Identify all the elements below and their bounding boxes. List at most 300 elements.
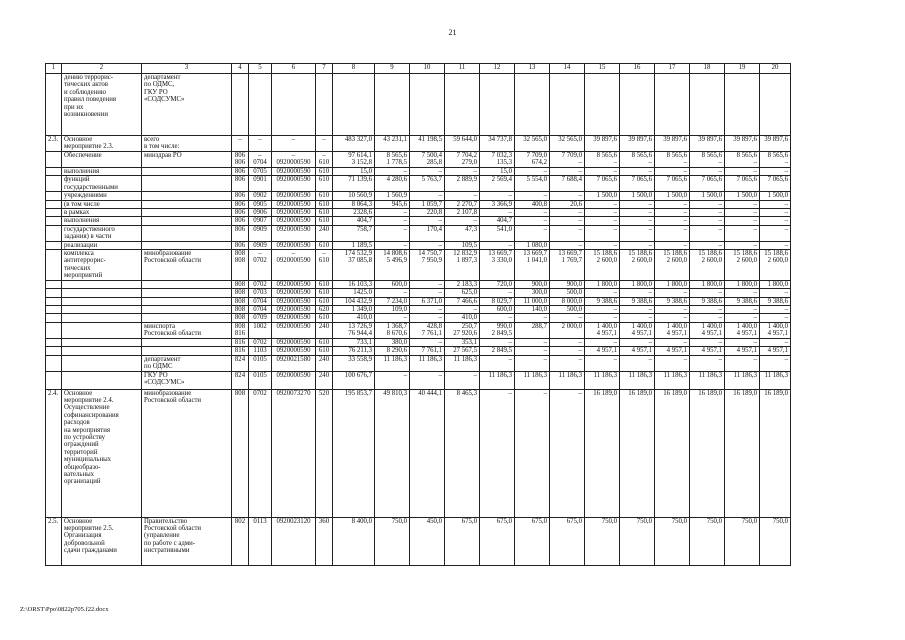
table-cell: 71 139,6 — [333, 176, 375, 192]
table-cell: Основное мероприятие 2.3. — [62, 136, 142, 152]
table-cell: 806 — [232, 209, 249, 217]
table-cell: – — [410, 338, 445, 346]
table-cell: 1425.0 — [333, 289, 375, 297]
table-cell — [46, 305, 62, 313]
table-cell: 49 810,3 — [375, 389, 410, 517]
table-cell — [375, 74, 410, 136]
table-cell: 806 806 — [232, 152, 249, 168]
table-cell: 11 186,3 — [515, 371, 550, 389]
table-cell: 0920000590 — [272, 209, 316, 217]
table-cell: 1 349,0 — [333, 305, 375, 313]
table-cell: 4 957,1 — [585, 347, 620, 355]
table-cell: – — [760, 305, 791, 313]
table-cell: – — [375, 314, 410, 322]
table-cell: – — [585, 209, 620, 217]
table-cell: 39 897,6 — [690, 136, 725, 152]
table-cell: – — [480, 389, 515, 517]
table-cell: – — [655, 338, 690, 346]
table-cell: 47,3 — [445, 225, 480, 241]
table-cell — [62, 371, 142, 389]
table-cell: 0709 — [249, 314, 272, 322]
table-cell: 750,0 — [585, 517, 620, 565]
table-cell: – — [655, 200, 690, 208]
table-cell: минздрав РО — [142, 152, 232, 168]
table-cell: – — [620, 168, 655, 176]
table-cell — [46, 209, 62, 217]
table-row — [46, 289, 791, 297]
table-cell: 1 800,0 — [620, 280, 655, 288]
table-row — [46, 517, 791, 565]
table-header-row — [46, 64, 791, 74]
table-cell: – — [760, 338, 791, 346]
table-cell — [655, 74, 690, 136]
table-cell: 1 500,0 — [760, 192, 791, 200]
table-cell: 288,7 — [515, 322, 550, 338]
table-cell: 1 500,0 — [725, 192, 760, 200]
table-cell: – — [550, 241, 585, 249]
table-cell: 808 — [232, 389, 249, 517]
table-cell: 610 — [316, 280, 333, 288]
table-cell: 7 704,2 279,0 — [445, 152, 480, 168]
table-cell: – — [725, 289, 760, 297]
table-cell: 610 — [316, 168, 333, 176]
column-header: 11 — [445, 64, 480, 74]
table-row — [46, 297, 791, 305]
table-cell: 15 188,6 2 600,0 — [725, 250, 760, 281]
table-cell: 4 957,1 — [760, 347, 791, 355]
table-cell — [620, 74, 655, 136]
table-cell: – — [725, 209, 760, 217]
table-cell: – — [690, 241, 725, 249]
table-cell — [46, 297, 62, 305]
table-cell: 9 388,6 — [585, 297, 620, 305]
table-cell: 3 366,9 — [480, 200, 515, 208]
table-cell: 15 188,6 2 600,0 — [655, 250, 690, 281]
table-cell: – — [550, 355, 585, 371]
table-cell: 8 565,6 – — [585, 152, 620, 168]
table-cell: – — [760, 225, 791, 241]
table-cell: 7 065,6 — [655, 176, 690, 192]
table-cell: 1 400,0 4 957,1 — [760, 322, 791, 338]
table-cell: в рамках — [62, 209, 142, 217]
table-cell: 610 — [316, 176, 333, 192]
table-cell — [142, 305, 232, 313]
table-cell: 2 000,0 — [550, 322, 585, 338]
table-cell: 808 — [232, 280, 249, 288]
table-cell: – — [620, 200, 655, 208]
table-cell: 806 — [232, 225, 249, 241]
table-cell — [62, 347, 142, 355]
table-cell: – — [760, 200, 791, 208]
table-cell: 14 808,6 5 496,9 — [375, 250, 410, 281]
table-row — [46, 74, 791, 136]
table-cell: 0105 — [249, 371, 272, 389]
table-cell: 140,0 — [515, 305, 550, 313]
table-cell: 7 065,6 — [690, 176, 725, 192]
table-cell — [142, 347, 232, 355]
table-cell: Основное мероприятие 2.5. Организация добровольной сдачи гражданами — [62, 517, 142, 565]
table-cell: 11 186,3 — [445, 355, 480, 371]
table-cell: 0703 — [249, 289, 272, 297]
table-cell: – — [480, 355, 515, 371]
table-cell: 14 750,7 7 950,9 — [410, 250, 445, 281]
table-cell: – — [515, 338, 550, 346]
table-cell: – — [585, 355, 620, 371]
table-cell: 11 186,3 — [620, 371, 655, 389]
table-cell: – — [375, 371, 410, 389]
table-cell: 39 897,6 — [620, 136, 655, 152]
table-cell: – — [620, 241, 655, 249]
table-cell: 240 — [316, 322, 333, 338]
table-cell — [46, 200, 62, 208]
table-cell: – — [515, 389, 550, 517]
table-cell: – — [316, 136, 333, 152]
table-cell: – — [375, 225, 410, 241]
table-cell: 43 231,1 — [375, 136, 410, 152]
table-cell — [333, 74, 375, 136]
table-row — [46, 371, 791, 389]
table-cell: – 0702 — [249, 250, 272, 281]
table-cell: 4 280,6 — [375, 176, 410, 192]
table-cell: – — [515, 347, 550, 355]
table-cell: 11 186,3 — [760, 371, 791, 389]
table-cell: 300,0 — [515, 289, 550, 297]
table-cell: 802 — [232, 517, 249, 565]
table-cell: – — [480, 209, 515, 217]
table-cell — [142, 225, 232, 241]
table-cell — [46, 371, 62, 389]
table-cell: 174 532,9 37 085,8 — [333, 250, 375, 281]
table-cell: 40 444,1 — [410, 389, 445, 517]
table-cell: 610 — [316, 209, 333, 217]
table-cell: 0920000590 — [272, 241, 316, 249]
table-cell: 0920000590 — [272, 371, 316, 389]
page-number: 21 — [448, 28, 457, 37]
table-cell: – — [410, 314, 445, 322]
table-cell: – — [690, 200, 725, 208]
table-cell: 20,6 — [550, 200, 585, 208]
table-cell: 620 — [316, 305, 333, 313]
table-cell — [62, 322, 142, 338]
table-cell: – — [620, 305, 655, 313]
table-cell: – 610 — [316, 250, 333, 281]
table-cell — [142, 217, 232, 225]
table-cell: 1 400,0 4 957,1 — [620, 322, 655, 338]
table-cell: 9 388,6 — [620, 297, 655, 305]
table-cell — [249, 74, 272, 136]
table-cell: 806 — [232, 192, 249, 200]
table-cell: 15 188,6 2 600,0 — [620, 250, 655, 281]
table-cell: – — [585, 225, 620, 241]
table-row — [46, 192, 791, 200]
table-cell: 11 186,3 — [480, 371, 515, 389]
table-cell: 0920000590 — [272, 225, 316, 241]
table-cell: – — [655, 305, 690, 313]
table-cell: – — [690, 338, 725, 346]
table-cell — [46, 168, 62, 176]
table-cell: 0920073270 — [272, 389, 316, 517]
table-cell: 16 189,0 — [620, 389, 655, 517]
table-cell: 34 737,8 — [480, 136, 515, 152]
table-cell: – — [585, 241, 620, 249]
table-cell — [410, 74, 445, 136]
table-cell — [46, 347, 62, 355]
table-cell: 733,1 — [333, 338, 375, 346]
table-cell: 16 189,0 — [655, 389, 690, 517]
table-cell — [62, 297, 142, 305]
table-cell — [62, 355, 142, 371]
table-cell: 360 — [316, 517, 333, 565]
table-cell — [46, 74, 62, 136]
table-cell: 600,0 — [480, 305, 515, 313]
table-cell: 195 853,7 — [333, 389, 375, 517]
table-cell: – — [410, 192, 445, 200]
table-cell: – 610 — [316, 152, 333, 168]
table-cell: государственного задания) в части — [62, 225, 142, 241]
table-cell — [142, 314, 232, 322]
table-cell: – — [375, 168, 410, 176]
table-cell: – — [760, 217, 791, 225]
table-cell: – — [725, 314, 760, 322]
table-cell: 39 897,6 — [655, 136, 690, 152]
table-cell: 750,0 — [620, 517, 655, 565]
table-cell: 900,0 — [515, 280, 550, 288]
table-cell: – — [550, 192, 585, 200]
table-cell: 8 565,6 – — [655, 152, 690, 168]
table-cell: 16 189,0 — [760, 389, 791, 517]
table-cell: 750,0 — [655, 517, 690, 565]
table-cell: 0920023120 — [272, 517, 316, 565]
table-cell — [142, 192, 232, 200]
table-cell: 7 500,4 285,8 — [410, 152, 445, 168]
table-cell: 9 388,6 — [725, 297, 760, 305]
column-header: 12 — [480, 64, 515, 74]
table-cell: – — [410, 305, 445, 313]
table-row — [46, 176, 791, 192]
table-cell: – — [550, 389, 585, 517]
table-cell: – — [445, 192, 480, 200]
table-cell: 240 — [316, 355, 333, 371]
table-cell: – — [690, 209, 725, 217]
table-cell: 1 189,5 — [333, 241, 375, 249]
table-cell: 0920000590 — [272, 200, 316, 208]
table-cell — [142, 241, 232, 249]
table-cell: 0920000590 — [272, 176, 316, 192]
table-cell: 5 763,7 — [410, 176, 445, 192]
table-cell: – — [620, 314, 655, 322]
table-cell: – — [515, 209, 550, 217]
table-cell: – — [445, 217, 480, 225]
table-cell: – — [272, 136, 316, 152]
table-cell: 675,0 — [515, 517, 550, 565]
table-cell: – — [515, 355, 550, 371]
table-cell: 610 — [316, 314, 333, 322]
table-cell: – — [515, 225, 550, 241]
table-cell: реализации — [62, 241, 142, 249]
table-cell: 900,0 — [550, 280, 585, 288]
table-cell: – — [550, 338, 585, 346]
table-cell: 7 761,1 — [410, 347, 445, 355]
table-cell: – — [550, 347, 585, 355]
table-cell: – — [655, 314, 690, 322]
table-row — [46, 250, 791, 281]
table-cell — [46, 322, 62, 338]
table-row — [46, 168, 791, 176]
table-cell: 610 — [316, 338, 333, 346]
table-cell: комплекса антитеррорис- тических мероприятий — [62, 250, 142, 281]
table-cell: 483 327,0 — [333, 136, 375, 152]
table-cell — [46, 225, 62, 241]
table-cell: 541,0 — [480, 225, 515, 241]
table-cell: 2 889,9 — [445, 176, 480, 192]
table-cell: – — [550, 314, 585, 322]
table-cell: 1 500,0 — [655, 192, 690, 200]
table-cell: 15,0 — [333, 168, 375, 176]
table-cell: 428,8 7 761,1 — [410, 322, 445, 338]
table-cell: – — [445, 305, 480, 313]
table-cell: 0901 — [249, 176, 272, 192]
column-header: 20 — [760, 64, 791, 74]
table-cell: 76 211,3 — [333, 347, 375, 355]
table-cell: 380,0 — [375, 338, 410, 346]
table-cell: 520 — [316, 389, 333, 517]
table-cell: – — [655, 355, 690, 371]
table-cell: 1002 — [249, 322, 272, 338]
table-cell: – — [655, 217, 690, 225]
table-row — [46, 225, 791, 241]
table-cell — [46, 280, 62, 288]
table-cell: – — [690, 314, 725, 322]
table-cell: 7 065,6 — [760, 176, 791, 192]
table-cell: – — [585, 289, 620, 297]
table-cell: 0920000590 — [272, 192, 316, 200]
table-cell: 8 565,6 – — [725, 152, 760, 168]
table-cell: 1 368,7 8 670,6 — [375, 322, 410, 338]
table-cell: – — [585, 314, 620, 322]
table-cell: – — [232, 136, 249, 152]
table-cell: 1 400,0 4 957,1 — [725, 322, 760, 338]
table-cell: 8 400,0 — [333, 517, 375, 565]
table-cell: 8 290,6 — [375, 347, 410, 355]
column-header: 1 — [46, 64, 62, 74]
table-cell: – — [550, 217, 585, 225]
table-cell: 7 065,6 — [585, 176, 620, 192]
table-cell: 12 832,9 1 897,3 — [445, 250, 480, 281]
table-cell: 27 567,5 — [445, 347, 480, 355]
table-cell: минобразование Ростовской области — [142, 389, 232, 517]
table-cell: 404,7 — [333, 217, 375, 225]
table-cell: – — [410, 168, 445, 176]
table-cell: 8 029,7 — [480, 297, 515, 305]
column-header: 18 — [690, 64, 725, 74]
table-cell: 610 — [316, 192, 333, 200]
column-header: 4 — [232, 64, 249, 74]
table-cell: 1 400,0 4 957,1 — [655, 322, 690, 338]
table-cell: – — [760, 241, 791, 249]
table-cell: 0909 — [249, 225, 272, 241]
table-cell: – 0920000590 — [272, 250, 316, 281]
table-cell: – — [760, 314, 791, 322]
table-cell: 0920000590 — [272, 297, 316, 305]
table-cell: – — [515, 192, 550, 200]
table-cell — [142, 338, 232, 346]
table-cell: 32 565,0 — [515, 136, 550, 152]
table-cell: 808 816 — [232, 322, 249, 338]
table-cell: 8 565,6 1 778,5 — [375, 152, 410, 168]
table-cell: 39 897,6 — [725, 136, 760, 152]
table-cell — [46, 355, 62, 371]
table-cell: 39 897,6 — [760, 136, 791, 152]
table-cell — [62, 305, 142, 313]
table-cell: 7 709,0 674,2 — [515, 152, 550, 168]
table-cell: – — [725, 241, 760, 249]
table-cell: 13 669,7 1 041,0 — [515, 250, 550, 281]
table-cell — [142, 176, 232, 192]
table-cell: 7 709,0 – — [550, 152, 585, 168]
table-cell — [142, 280, 232, 288]
table-cell: 450,0 — [410, 517, 445, 565]
table-cell: Обеспечение — [62, 152, 142, 168]
table-cell: 610 — [316, 297, 333, 305]
table-cell: 816 — [232, 347, 249, 355]
table-row — [46, 200, 791, 208]
table-cell: 250,7 27 920,6 — [445, 322, 480, 338]
table-cell: – — [690, 217, 725, 225]
table-cell: 808 — [232, 305, 249, 313]
table-cell: дению террорис- тических актов и соблюдению правил поведения при их возникновении — [62, 74, 142, 136]
table-cell: 8 064,3 — [333, 200, 375, 208]
table-cell: (в том числе — [62, 200, 142, 208]
table-cell: – — [445, 168, 480, 176]
table-cell — [46, 176, 62, 192]
table-cell: 990,0 2 849,5 — [480, 322, 515, 338]
table-cell: 13 669,7 3 330,0 — [480, 250, 515, 281]
table-cell: 816 — [232, 338, 249, 346]
table-cell — [142, 289, 232, 297]
table-cell: 8 465,3 — [445, 389, 480, 517]
table-cell: 500,0 — [550, 305, 585, 313]
table-cell: – — [655, 225, 690, 241]
table-cell: 97 614,1 3 152,8 — [333, 152, 375, 168]
table-cell — [46, 152, 62, 168]
table-cell: 7 688,4 — [550, 176, 585, 192]
table-cell: 404,7 — [480, 217, 515, 225]
table-cell — [316, 74, 333, 136]
table-cell: 10 560,9 — [333, 192, 375, 200]
table-cell: Основное мероприятие 2.4. Осуществление софинансирования расходов на мероприятия по устройству ограждений территорий муниципальных общеобразо- вательных организаций — [62, 389, 142, 517]
table-cell: – — [655, 241, 690, 249]
table-cell — [46, 241, 62, 249]
table-cell: учреждениями — [62, 192, 142, 200]
table-cell: – — [725, 168, 760, 176]
table-cell: 32 565,0 — [550, 136, 585, 152]
table-cell: 16 189,0 — [585, 389, 620, 517]
table-cell: 1 800,0 — [585, 280, 620, 288]
table-cell — [725, 74, 760, 136]
table-cell: – — [725, 305, 760, 313]
table-cell: 33 558,9 — [333, 355, 375, 371]
table-cell: – — [480, 314, 515, 322]
table-cell: – — [445, 371, 480, 389]
table-cell: 750,0 — [760, 517, 791, 565]
table-cell: 0906 — [249, 209, 272, 217]
table-cell: 0702 — [249, 280, 272, 288]
table-cell: 0105 — [249, 355, 272, 371]
table-cell: – — [655, 289, 690, 297]
table-cell: Правительство Ростовской области (управление по работе с адми- нистративными — [142, 517, 232, 565]
table-cell: – — [410, 289, 445, 297]
table-cell: функций государственными — [62, 176, 142, 192]
